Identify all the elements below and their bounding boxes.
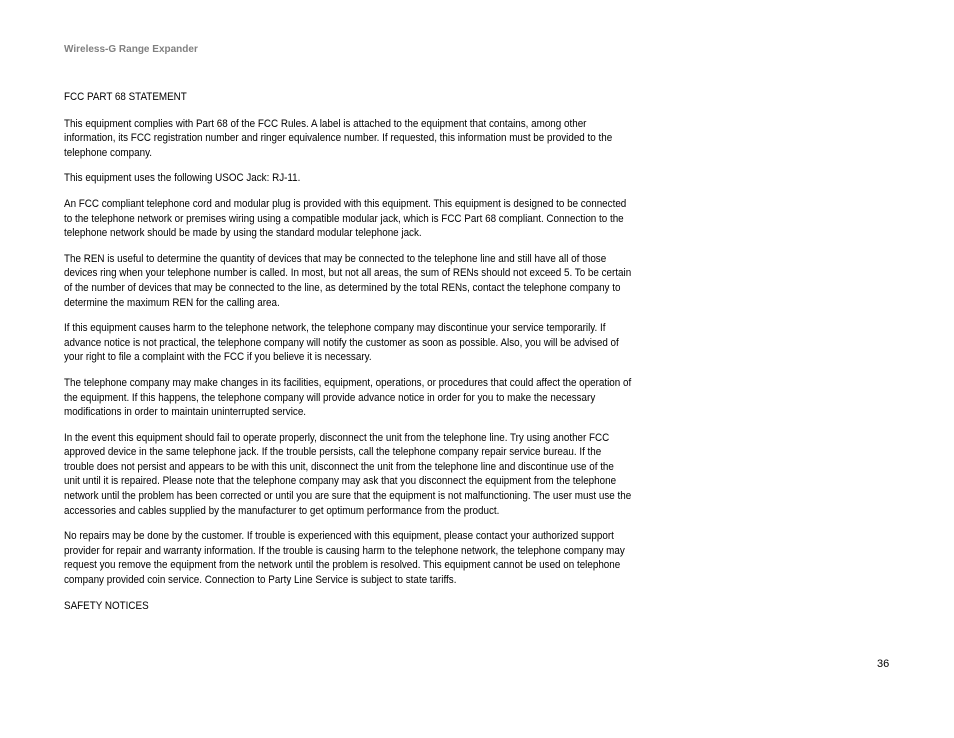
safety-notices-heading: SAFETY NOTICES [64, 599, 149, 612]
page-number: 36 [877, 658, 890, 670]
fcc-part-68-heading: FCC PART 68 STATEMENT [64, 91, 187, 103]
paragraph-telephone-cord: An FCC compliant telephone cord and modular plug is provided with this equipment. This equipment is designed to be connected to the telephone network or premises wiring using a compatible modular jack, which is FCC Part 68 compliant. Connection to the telephone network should be made by using the standard modular telephone jack. [64, 197, 627, 240]
paragraph-repairs: No repairs may be done by the customer. If trouble is experienced with this equipment, please contact your authorized support provider for repair and warranty information. If the trouble is causing harm to the telephone network, the telephone company may request you remove the equipment from the network until the problem is resolved. This equipment cannot be used on telephone company provided coin service. Connection to Party Line Service is subject to state tariffs. [64, 530, 625, 587]
paragraph-network-harm: If this equipment causes harm to the telephone network, the telephone company may discontinue your service temporarily. If advance notice is not practical, the telephone company will notify the customer as soon as possible. Also, you will be advised of your right to file a complaint with the FCC if you believe it is necessary. [64, 322, 619, 364]
paragraph-usoc-jack: This equipment uses the following USOC Jack: RJ-11. [64, 172, 301, 185]
paragraph-compliance: This equipment complies with Part 68 of the FCC Rules. A label is attached to the equipment that contains, among other information, its FCC registration number and ringer equivalence number. If requested, this information must be provided to the telephone company. [64, 117, 613, 159]
paragraph-ren: The REN is useful to determine the quantity of devices that may be connected to the telephone line and still have all of those devices ring when your telephone number is called. In most, but not all areas, the sum of RENs should not exceed 5. To be certain of the number of devices that may be connected to the line, as determined by the total RENs, contact the telephone company to determine the maximum REN for the calling area. [64, 252, 632, 309]
running-header-title: Wireless-G Range Expander [64, 44, 198, 55]
document-body [64, 90, 630, 625]
paragraph-facility-changes: The telephone company may make changes in its facilities, equipment, operations, or procedures that could affect the operation of the equipment. If this happens, the telephone company will provide advance notice in order for you to make the necessary modifications in order to maintain uninterrupted service. [64, 376, 632, 419]
paragraph-malfunction: In the event this equipment should fail to operate properly, disconnect the unit from the telephone line. Try using another FCC approved device in the same telephone jack. If the trouble persists, call the telephone company repair service bureau. If the trouble does not persist and appears to be with this unit, disconnect the unit from the telephone line and discontinue use of the unit until it is repaired. Please note that the telephone company may ask that you disconnect the equipment from the telephone network until the problem has been corrected or until you are sure that the equipment is not malfunctioning. The user must use the accessories and cables supplied by the manufacturer to get optimum performance from the product. [64, 431, 632, 517]
